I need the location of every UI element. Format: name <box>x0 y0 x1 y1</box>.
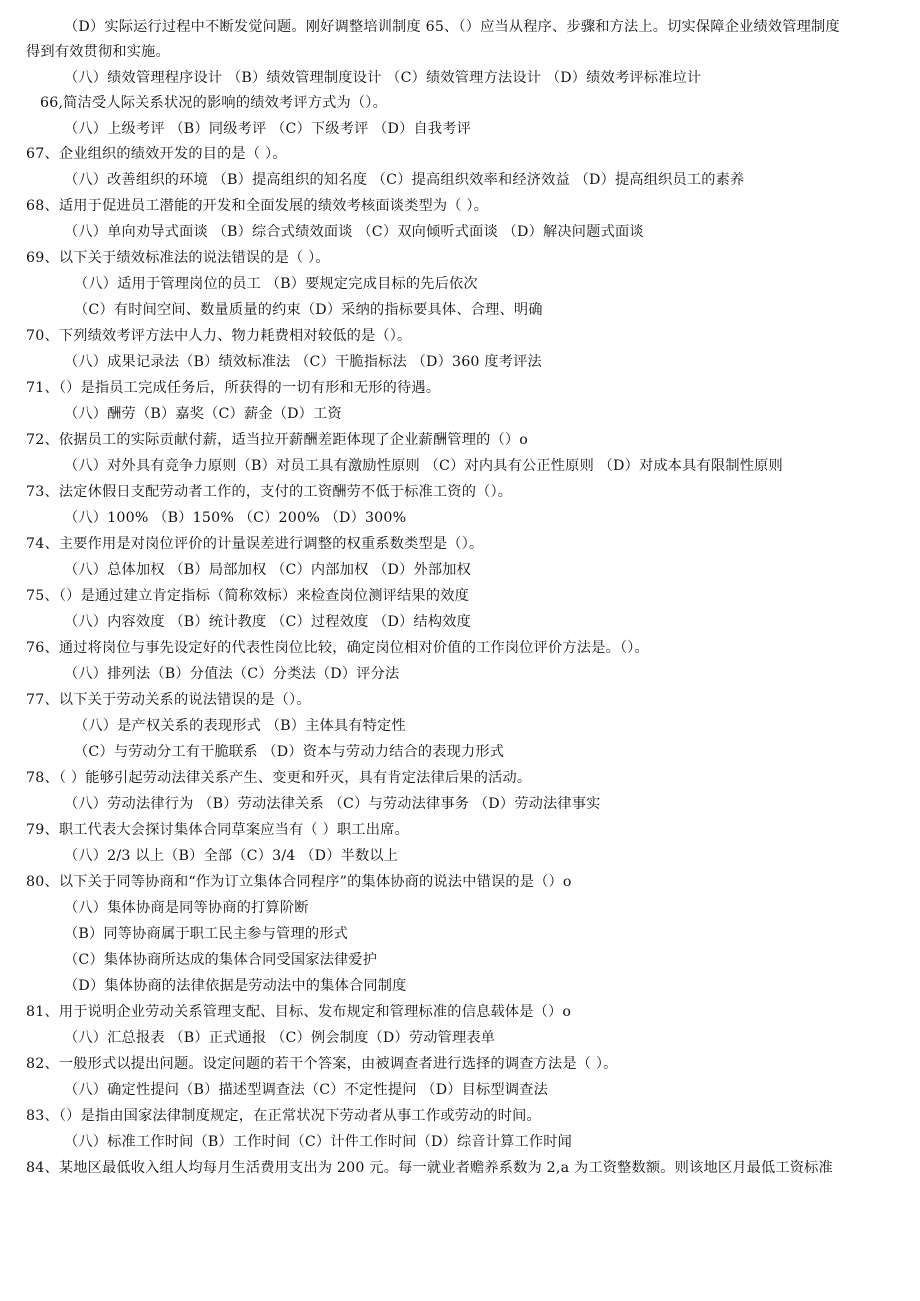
text-line: （八）100% （B）150% （C）200% （D）300% <box>64 510 407 526</box>
text-line: （C）集体协商所达成的集体合同受国家法律爱护 <box>64 952 378 968</box>
text-line: （八）改善组织的环境 （B）提高组织的知名度 （C）提高组织效率和经济效益 （D）提高组织员工的素养 <box>64 172 745 188</box>
text-line: （八）集体协商是同等协商的打算阶断 <box>64 900 309 916</box>
text-line: 得到有效贯彻和实施。 <box>26 44 170 60</box>
text-line: 75、（）是通过建立肯定指标（简称效标）来检查岗位测评结果的效度 <box>26 588 469 604</box>
text-line: （八）确定性提问（B）描述型调查法（C）不定性提问 （D）目标型调查法 <box>64 1082 548 1098</box>
text-line: （八）标准工作时间（B）工作时间（C）计件工作时间（D）综音计算工作时闻 <box>64 1134 573 1150</box>
text-line: （八）内容效度 （B）统计教度 （C）过程效度 （D）结构效度 <box>64 614 472 630</box>
text-line: （八）上级考评 （B）同级考评 （C）下级考评 （D）自我考评 <box>64 121 472 137</box>
text-line: 70、下列绩效考评方法中人力、物力耗费相对较低的是（）。 <box>26 328 412 344</box>
text-line: （八）酬劳（B）嘉奖（C）薪金（D）工资 <box>64 406 342 422</box>
text-line: 82、一般形式以提出问题。设定问题的若干个答案，由被调查者进行选择的调查方法是（ ）。 <box>26 1056 618 1072</box>
text-line: （B）同等协商属于职工民主参与管理的形式 <box>64 926 348 942</box>
text-line: （八）绩效管理程序设计 （B）绩效管理制度设计 （C）绩效管理方法设计 （D）绩效考评标准垃计 <box>64 70 702 86</box>
text-line: 68、适用于促进员工潜能的开发和全面发展的绩效考核面谈类型为（ ）。 <box>26 198 489 214</box>
text-line: （八）对外具有竞争力原则（B）对员工具有激励性原则 （C）对内具有公正性原则 （D）对成本具有限制性原则 <box>64 458 783 474</box>
text-line: （八）汇总报表 （B）正式通报 （C）例会制度（D）劳动管理表单 <box>64 1030 496 1046</box>
text-line: 77、以下关于劳动关系的说法错误的是（）。 <box>26 692 311 708</box>
text-line: （C）与劳动分工有干脆联系 （D）资本与劳动力结合的表现力形式 <box>74 744 505 760</box>
text-line: 69、以下关于绩效标准法的说法错误的是（ ）。 <box>26 250 330 266</box>
text-line: （八）单向劝导式面谈 （B）综合式绩效面谈 （C）双向倾听式面谈 （D）解决问题式面谈 <box>64 224 644 240</box>
text-line: 72、依据员工的实际贡献付薪，适当拉开薪酬差距体现了企业薪酬管理的（）o <box>26 432 528 448</box>
text-line: 76、通过将岗位与事先设定好的代表性岗位比较，确定岗位相对价值的工作岗位评价方法是。（）。 <box>26 640 649 656</box>
text-line: 80、以下关于同等协商和“作为订立集体合同程序”的集体协商的说法中错误的是（）o <box>26 874 572 890</box>
text-line: 74、主要作用是对岗位评价的计量误差进行调整的权重系数类型是（）。 <box>26 536 484 552</box>
text-line: 73、法定休假日支配劳动者工作的，支付的工资酬劳不低于标准工资的（）。 <box>26 484 513 500</box>
text-line: 84、某地区最低收入组人均每月生活费用支出为 200 元。每一就业者赡养系数为 2,a 为工资整数额。则该地区月最低工资标准 <box>26 1160 833 1176</box>
text-line: 78、（ ）能够引起劳动法律关系产生、变更和歼灭，具有肯定法律后果的活动。 <box>26 770 532 786</box>
text-line: （八）成果记录法（B）绩效标准法 （C）干脆指标法 （D）360 度考评法 <box>64 354 542 370</box>
text-line: （D）集体协商的法律依据是劳动法中的集体合同制度 <box>64 978 407 994</box>
text-line: （八）劳动法律行为 （B）劳动法律关系 （C）与劳动法律事务 （D）劳动法律事实 <box>64 796 601 812</box>
text-line: （八）适用于管理岗位的员工 （B）要规定完成目标的先后依次 <box>74 276 478 292</box>
text-line: （D）实际运行过程中不断发觉问题。刚好调整培训制度 65、（）应当从程序、步骤和方法上。切实保障企业绩效管理制度 <box>64 19 840 35</box>
text-line: （C）有时间空间、数量质量的约束（D）采纳的指标要具体、合理、明确 <box>74 302 543 318</box>
text-line: 83、（）是指由国家法律制度规定，在正常状况下劳动者从事工作或劳动的时间。 <box>26 1108 541 1124</box>
text-line: （八）是产权关系的表现形式 （B）主体具有特定性 <box>74 718 406 734</box>
text-line: 81、用于说明企业劳动关系管理支配、目标、发布规定和管理标准的信息载体是（）o <box>26 1004 572 1020</box>
text-line: 79、职工代表大会探讨集体合同草案应当有（ ）职工出席。 <box>26 822 409 838</box>
text-line: （八）排列法（B）分值法（C）分类法（D）评分法 <box>64 666 400 682</box>
text-line: （八）2/3 以上（B）全部（C）3/4 （D）半数以上 <box>64 848 399 864</box>
text-line: 67、企业组织的绩效开发的目的是（ ）。 <box>26 146 287 162</box>
text-line: 71、（）是指员工完成任务后，所获得的一切有形和无形的待遇。 <box>26 380 441 396</box>
text-line: （八）总体加权 （B）局部加权 （C）内部加权 （D）外部加权 <box>64 562 472 578</box>
text-line: 66,简洁受人际关系状况的影响的绩效考评方式为（）。 <box>40 95 387 111</box>
